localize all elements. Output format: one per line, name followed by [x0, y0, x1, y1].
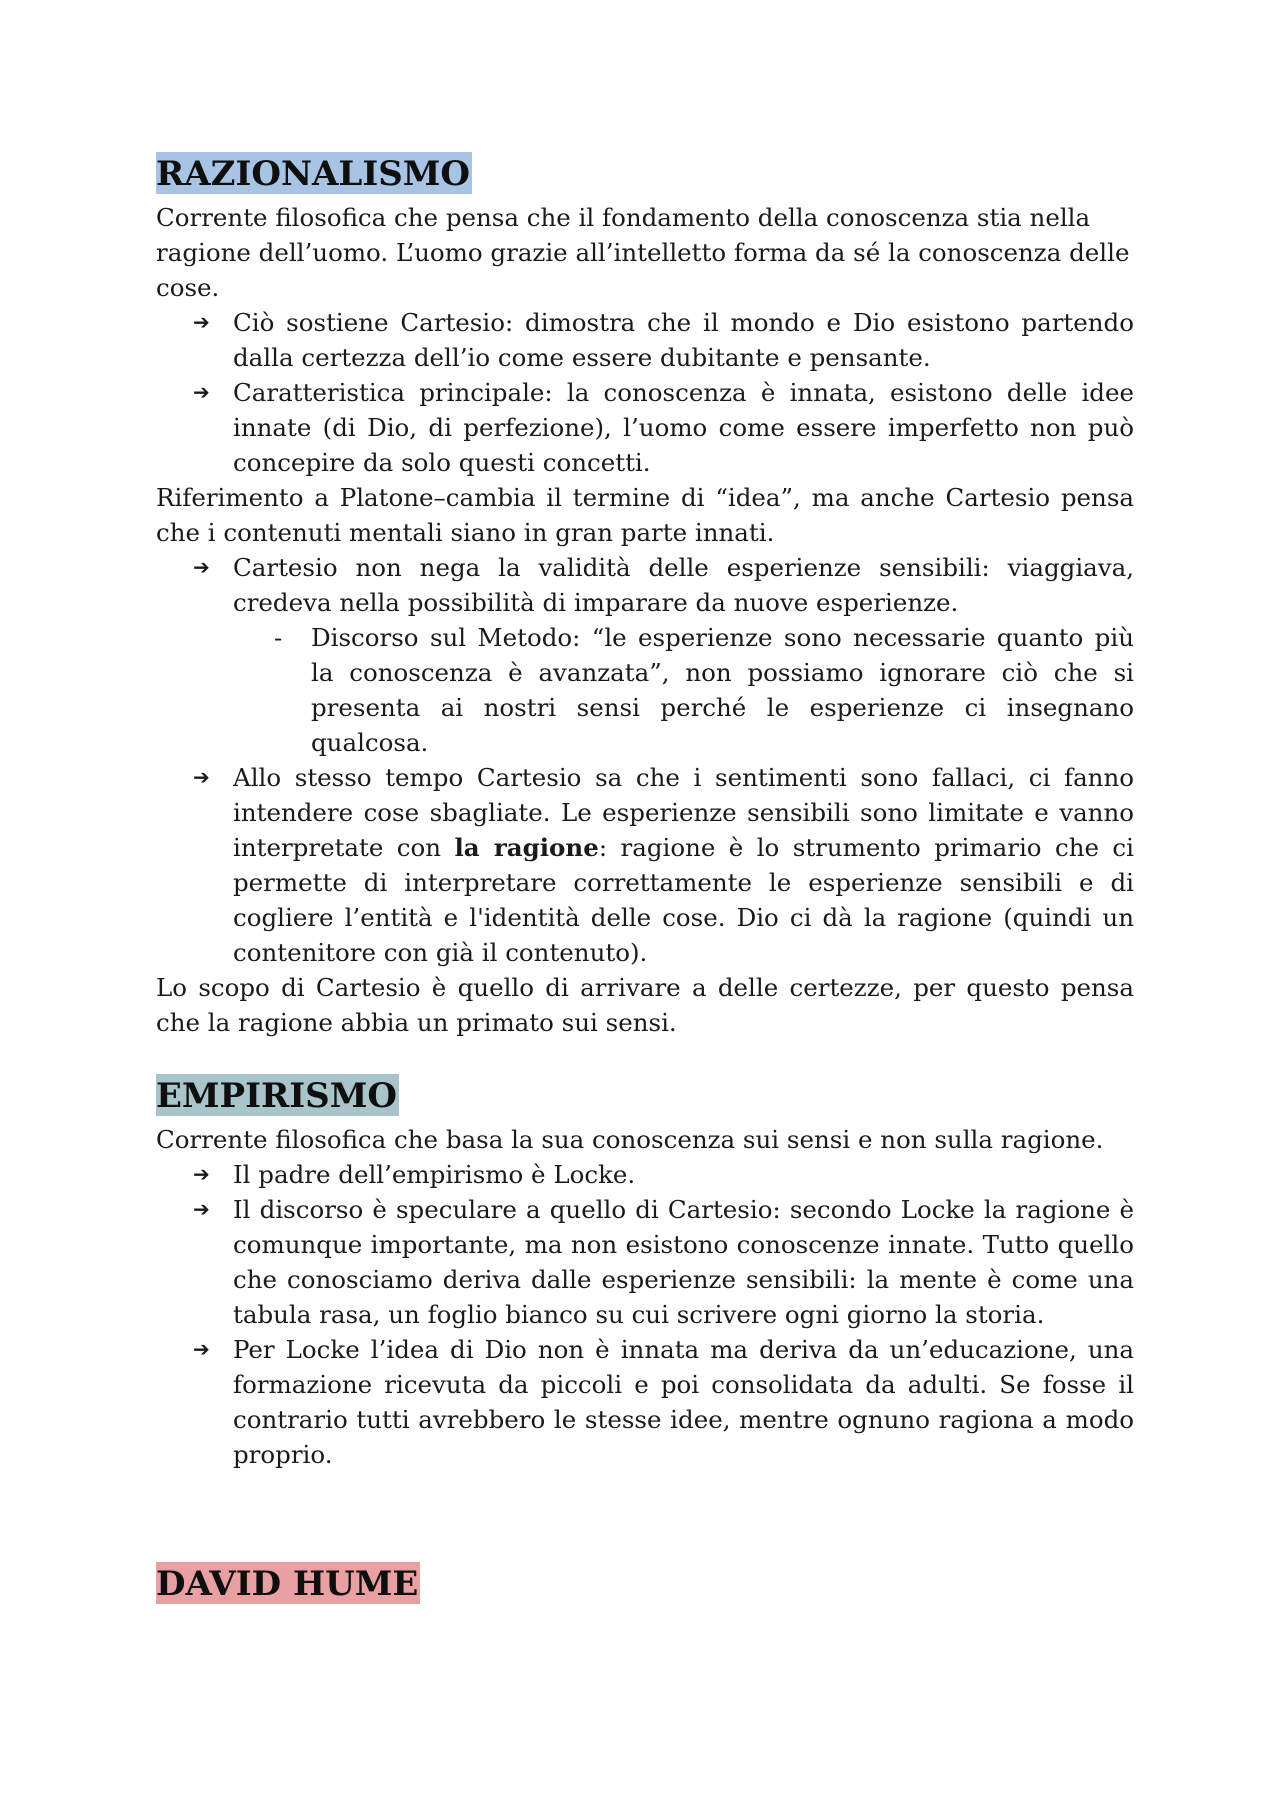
heading-razionalismo-text: RAZIONALISMO — [156, 154, 471, 194]
list-item — [156, 1157, 1134, 1192]
arrow-bullet-icon: ➔ — [193, 555, 210, 579]
list-item-text-part2: : ragione è lo strumento primario che ci permette di interpretare correttamente le esperienze sensibili e di cogliere l’entità e l'identità delle cose. Dio ci dà la ragione (quindi un contenitore con già il contenuto). — [233, 833, 1134, 967]
arrow-bullet-icon: ➔ — [193, 310, 210, 334]
dash-bullet-icon: - — [274, 623, 283, 652]
section-spacer — [156, 1040, 1134, 1074]
arrow-bullet-icon: ➔ — [193, 1162, 210, 1186]
list-item-text: Cartesio non nega la validità delle esperienze sensibili: viaggiava, credeva nella possibilità di imparare da nuove esperienze. — [233, 553, 1134, 617]
heading-david-hume-text: DAVID HUME — [156, 1564, 419, 1604]
arrow-bullet-icon: ➔ — [193, 380, 210, 404]
heading-empirismo — [156, 1074, 1134, 1122]
list-item — [156, 1332, 1134, 1472]
sub-list-item-text: Discorso sul Metodo: “le esperienze sono necessarie quanto più la conoscenza è avanzata”, non possiamo ignorare ciò che si presenta ai nostri sensi perché le esperienze ci insegnano qualcosa. — [311, 623, 1134, 757]
arrow-bullet-icon: ➔ — [193, 765, 210, 789]
heading-empirismo-text: EMPIRISMO — [156, 1076, 397, 1116]
arrow-bullet-icon: ➔ — [193, 1197, 210, 1221]
list-item — [156, 550, 1134, 620]
list-item-text: Per Locke l’idea di Dio non è innata ma deriva da un’educazione, una formazione ricevuta da piccoli e poi consolidata da adulti. Se fosse il contrario tutti avrebbero le stesse idee, mentre ognuno ragiona a modo proprio. — [233, 1335, 1134, 1469]
empirismo-intro: Corrente filosofica che basa la sua conoscenza sui sensi e non sulla ragione. — [156, 1125, 1104, 1154]
list-item — [156, 1192, 1134, 1332]
list-item — [156, 375, 1134, 480]
razionalismo-platone: Riferimento a Platone–cambia il termine di “idea”, ma anche Cartesio pensa che i contenuti mentali siano in gran parte innati. — [156, 483, 1134, 547]
list-item — [156, 305, 1134, 375]
heading-razionalismo — [156, 152, 1134, 200]
list-item-text: Il padre dell’empirismo è Locke. — [233, 1160, 636, 1189]
list-item-text-part1: Allo stesso tempo Cartesio sa che i sentimenti sono fallaci, ci fanno intendere cose sbagliate. Le esperienze sensibili sono limitate e vanno interpretate con — [233, 763, 1134, 862]
arrow-bullet-icon: ➔ — [193, 1337, 210, 1361]
section-spacer — [156, 1472, 1134, 1562]
sub-list-item — [156, 620, 1134, 760]
document-content — [156, 152, 1134, 1610]
razionalismo-conclusion: Lo scopo di Cartesio è quello di arrivare a delle certezze, per questo pensa che la ragione abbia un primato sui sensi. — [156, 973, 1134, 1037]
list-item-text: Il discorso è speculare a quello di Cartesio: secondo Locke la ragione è comunque importante, ma non esistono conoscenze innate. Tutto quello che conosciamo deriva dalle esperienze sensibili: la mente è come una tabula rasa, un foglio bianco su cui scrivere ogni giorno la storia. — [233, 1195, 1134, 1329]
heading-david-hume — [156, 1562, 1134, 1610]
list-item — [156, 760, 1134, 970]
razionalismo-intro: Corrente filosofica che pensa che il fondamento della conoscenza stia nella ragione dell’uomo. L’uomo grazie all’intelletto forma da sé la conoscenza delle cose. — [156, 203, 1130, 302]
bold-ragione: la ragione — [454, 833, 599, 862]
list-item-text: Caratteristica principale: la conoscenza è innata, esistono delle idee innate (di Dio, di perfezione), l’uomo come essere imperfetto non può concepire da solo questi concetti. — [233, 378, 1134, 477]
list-item-text: Ciò sostiene Cartesio: dimostra che il mondo e Dio esistono partendo dalla certezza dell’io come essere dubitante e pensante. — [233, 308, 1134, 372]
